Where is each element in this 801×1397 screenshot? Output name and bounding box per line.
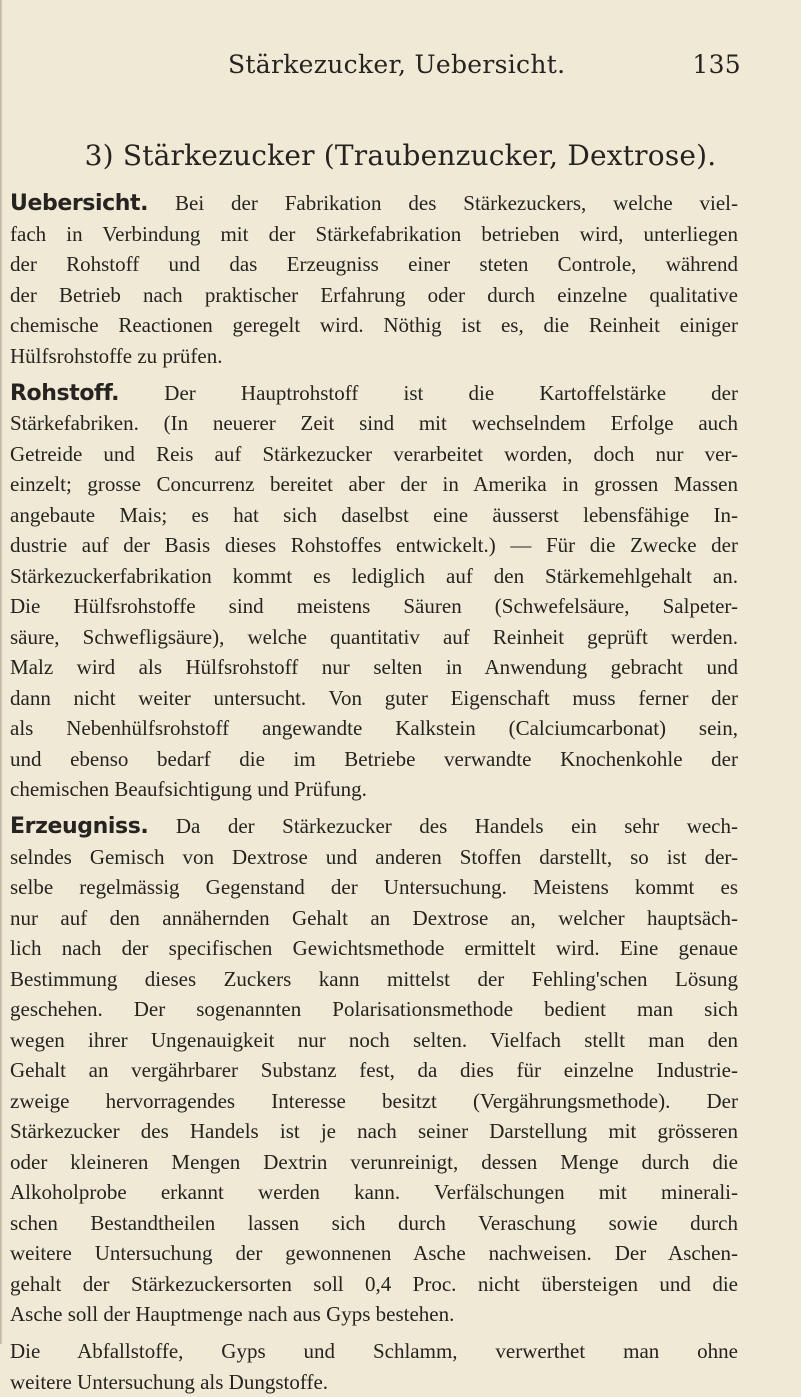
text-line <box>10 683 738 713</box>
line-text: einzelt; grosse Concurrenz bereitet aber der in Amerika in grossen Massen <box>10 472 738 496</box>
text-line <box>10 1055 738 1085</box>
line-text: gehalt der Stärkezuckersorten soll 0,4 Proc. nicht übersteigen und die <box>10 1271 738 1296</box>
line-text: fach in Verbindung mit der Stärkefabrikation betrieben wird, unterliegen <box>10 221 738 246</box>
line-text: Hülfsrohstoffe zu prüfen. <box>10 343 223 368</box>
line-text: Bei der Fabrikation des Stärkezuckers, welche viel- <box>148 191 738 215</box>
page-number: 135 <box>692 50 741 79</box>
page-edge-shadow <box>0 0 3 1344</box>
paragraph-lead: Rohstoff. <box>10 380 120 406</box>
line-text: weitere Untersuchung der gewonnenen Asche nachweisen. Der Aschen- <box>10 1241 738 1265</box>
line-text: weitere Untersuchung als Dungstoffe. <box>10 1369 329 1394</box>
text-line <box>10 964 738 994</box>
text-line <box>10 1238 738 1268</box>
text-line <box>10 280 738 310</box>
text-line <box>10 713 738 743</box>
line-text: Die Abfallstoffe, Gyps und Schlamm, verwerthet man ohne <box>10 1339 738 1363</box>
line-text: dustrie auf der Basis dieses Rohstoffes entwickelt.) — Für die Zwecke der <box>10 533 738 557</box>
text-line <box>10 591 738 621</box>
line-text: wegen ihrer Ungenauigkeit nur noch selten. Vielfach stellt man den <box>10 1027 738 1052</box>
text-line <box>10 341 738 371</box>
line-text: selbe regelmässig Gegenstand der Untersuchung. Meistens kommt es <box>10 875 738 899</box>
text-line <box>10 842 738 872</box>
text-line <box>10 774 738 804</box>
line-text: chemischen Beaufsichtigung und Prüfung. <box>10 777 367 801</box>
line-text: Der Hauptrohstoff ist die Kartoffelstärke der <box>119 380 738 405</box>
line-text: dann nicht weiter untersucht. Von guter Eigenschaft muss ferner der <box>10 685 738 710</box>
text-line <box>10 1299 738 1329</box>
line-text: angebaute Mais; es hat sich daselbst eine äusserst lebensfähige In- <box>10 502 738 527</box>
line-text: nur auf den annähernden Gehalt an Dextrose an, welcher hauptsäch- <box>10 905 738 930</box>
text-line <box>10 249 738 279</box>
line-text: schen Bestandtheilen lassen sich durch Veraschung sowie durch <box>10 1210 738 1235</box>
text-line <box>10 1116 738 1146</box>
line-text: der Betrieb nach praktischer Erfahrung oder durch einzelne qualitative <box>10 282 738 307</box>
text-line <box>10 903 738 933</box>
text-line <box>10 1208 738 1238</box>
text-line <box>10 310 738 340</box>
text-line <box>10 1367 738 1397</box>
line-text: und ebenso bedarf die im Betriebe verwandte Knochenkohle der <box>10 746 738 771</box>
line-text: Stärkezuckerfabrikation kommt es lediglich auf den Stärkemehlgehalt an. <box>10 563 738 588</box>
line-text: lich nach der specifischen Gewichtsmethode ermittelt wird. Eine genaue <box>10 936 738 960</box>
paragraph-lead: Erzeugniss. <box>10 814 149 839</box>
text-line <box>10 744 738 774</box>
line-text: Bestimmung dieses Zuckers kann mittelst der Fehling'schen Lösung <box>10 966 738 991</box>
line-text: als Nebenhülfsrohstoff angewandte Kalkstein (Calciumcarbonat) sein, <box>10 716 738 740</box>
running-title: Stärkezucker, Uebersicht. <box>228 50 566 79</box>
text-line <box>10 994 738 1024</box>
line-text: Alkoholprobe erkannt werden kann. Verfälschungen mit minerali- <box>10 1180 738 1204</box>
page-header <box>100 50 740 84</box>
line-text: Da der Stärkezucker des Handels ein sehr wech- <box>148 814 738 838</box>
text-line <box>10 872 738 902</box>
line-text: Gehalt an vergährbarer Substanz fest, da dies für einzelne Industrie- <box>10 1058 738 1082</box>
text-line <box>10 1086 738 1116</box>
line-text: Asche soll der Hauptmenge nach aus Gyps bestehen. <box>10 1302 455 1326</box>
line-text: säure, Schwefligsäure), welche quantitativ auf Reinheit geprüft werden. <box>10 624 738 649</box>
text-line <box>10 622 738 652</box>
line-text: selndes Gemisch von Dextrose und anderen Stoffen darstellt, so ist der- <box>10 844 738 869</box>
line-text: Getreide und Reis auf Stärkezucker verarbeitet worden, doch nur ver- <box>10 441 738 466</box>
text-line <box>10 439 738 469</box>
text-line <box>10 811 738 841</box>
text-line <box>10 1025 738 1055</box>
line-text: oder kleineren Mengen Dextrin verunreinigt, dessen Menge durch die <box>10 1149 738 1174</box>
line-text: zweige hervorragendes Interesse besitzt (Vergährungsmethode). Der <box>10 1088 738 1113</box>
text-line <box>10 1269 738 1299</box>
text-line <box>10 188 738 218</box>
line-text: geschehen. Der sogenannten Polarisationsmethode bedient man sich <box>10 997 738 1021</box>
paragraph-lead: Uebersicht. <box>10 191 149 216</box>
text-line <box>10 1177 738 1207</box>
text-line <box>10 408 738 438</box>
text-line <box>10 1336 738 1366</box>
text-line <box>10 561 738 591</box>
text-line <box>10 219 738 249</box>
text-line <box>10 652 738 682</box>
section-title: 3) Stärkezucker (Traubenzucker, Dextrose). <box>84 139 717 172</box>
line-text: chemische Reactionen geregelt wird. Nöthig ist es, die Reinheit einiger <box>10 313 738 337</box>
line-text: Malz wird als Hülfsrohstoff nur selten in Anwendung gebracht und <box>10 655 738 679</box>
text-line <box>10 933 738 963</box>
text-line <box>10 1147 738 1177</box>
line-text: Stärkefabriken. (In neuerer Zeit sind mit wechselndem Erfolge auch <box>10 411 738 435</box>
text-line <box>10 530 738 560</box>
text-line <box>10 500 738 530</box>
line-text: Die Hülfsrohstoffe sind meistens Säuren (Schwefelsäure, Salpeter- <box>10 594 738 618</box>
text-line <box>10 469 738 499</box>
line-text: der Rohstoff und das Erzeugniss einer steten Controle, während <box>10 252 738 276</box>
text-line <box>10 378 738 408</box>
line-text: Stärkezucker des Handels ist je nach seiner Darstellung mit grösseren <box>10 1119 738 1143</box>
